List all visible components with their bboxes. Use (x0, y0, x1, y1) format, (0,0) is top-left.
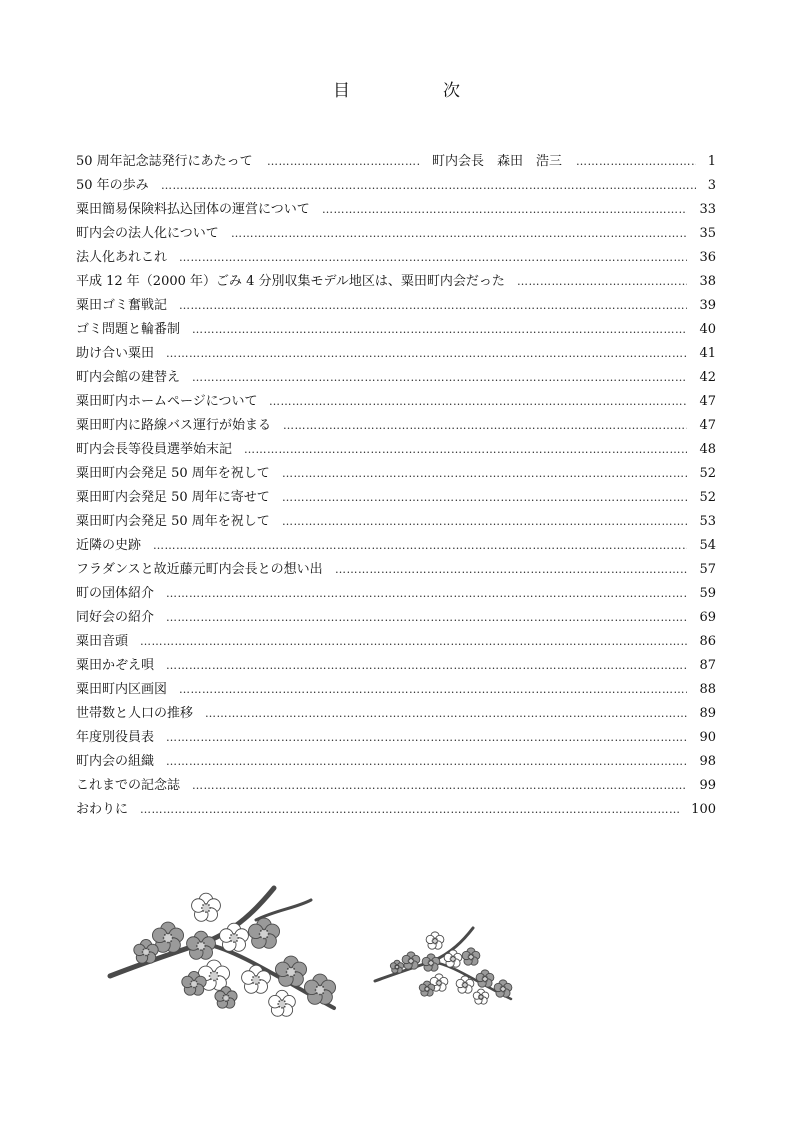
toc-entry (76, 776, 716, 800)
toc-entry-title: 粟田ゴミ奮戦記 (76, 296, 167, 316)
toc-entry-title: 近隣の史跡 (76, 536, 141, 556)
toc-entry-title: おわりに (76, 800, 128, 820)
toc-entry-page: 57 (699, 562, 716, 577)
plum-blossom-flower (390, 960, 403, 973)
toc-entry-title: 粟田音頭 (76, 632, 128, 652)
toc-leader-dots (140, 632, 687, 652)
toc-entry-title: これまでの記念誌 (76, 776, 180, 796)
toc-entry-page: 38 (699, 274, 716, 289)
toc-entry-title: 世帯数と人口の推移 (76, 704, 193, 724)
toc-leader-dots (335, 560, 687, 580)
toc-entry-page: 52 (699, 466, 716, 481)
toc-entry (76, 200, 716, 224)
toc-entry (76, 152, 716, 176)
plum-blossom-flower (134, 939, 158, 963)
toc-entry-page: 53 (699, 514, 716, 529)
toc-entry-page: 89 (699, 706, 716, 721)
plum-blossom-flower (220, 923, 249, 951)
toc-entry (76, 704, 716, 728)
toc-leader-dots (283, 416, 687, 436)
toc-entry-title: 粟田町内ホームページについて (76, 392, 257, 412)
plum-blossom-large-illustration (106, 880, 350, 1022)
toc-entry (76, 272, 716, 296)
toc-entry-page: 1 (707, 154, 716, 169)
toc-entry-page: 33 (699, 202, 716, 217)
plum-blossom-flower (494, 980, 512, 997)
toc-leader-dots (282, 464, 687, 484)
toc-entry-page: 90 (699, 730, 716, 745)
toc-leader-dots (153, 536, 687, 556)
toc-entry-title: 町内会の組織 (76, 752, 154, 772)
plum-blossom-flower (462, 948, 480, 965)
toc-entry-page: 100 (691, 802, 716, 817)
toc-entry-page: 41 (699, 346, 716, 361)
toc-entry-page: 86 (699, 634, 716, 649)
heading-char-right: 次 (443, 81, 460, 101)
toc-leader-dots (166, 752, 687, 772)
heading-char-left: 目 (333, 81, 350, 101)
toc-entry (76, 680, 716, 704)
toc-leader-dots (179, 248, 687, 268)
plum-blossom-flower (269, 990, 296, 1016)
toc-entry-page: 36 (699, 250, 716, 265)
toc-entry-title: 粟田町内会発足 50 周年を祝して (76, 512, 270, 532)
toc-entry-title: 法人化あれこれ (76, 248, 167, 268)
toc-leader-dots (267, 152, 420, 172)
toc-entry-page: 47 (699, 394, 716, 409)
toc-leader-dots (576, 152, 696, 172)
toc-entry (76, 368, 716, 392)
toc-entry (76, 608, 716, 632)
toc-entry-title: 同好会の紹介 (76, 608, 154, 628)
toc-leader-dots (282, 512, 687, 532)
toc-leader-dots (179, 680, 687, 700)
toc-entry (76, 248, 716, 272)
toc-leader-dots (322, 200, 687, 220)
toc-entry (76, 440, 716, 464)
toc-entry-page: 40 (699, 322, 716, 337)
toc-entry-title: 平成 12 年（2000 年）ごみ 4 分別収集モデル地区は、粟田町内会だった (76, 272, 505, 292)
toc-entry (76, 536, 716, 560)
toc-entry (76, 632, 716, 656)
toc-entry-page: 59 (699, 586, 716, 601)
toc-entry-page: 35 (699, 226, 716, 241)
toc-entry-page: 42 (699, 370, 716, 385)
toc-leader-dots (192, 776, 687, 796)
toc-entry-title: フラダンスと故近藤元町内会長との想い出 (76, 560, 323, 580)
toc-entry-page: 48 (699, 442, 716, 457)
toc-entry (76, 224, 716, 248)
toc-entry-title: 粟田町内会発足 50 周年に寄せて (76, 488, 270, 508)
toc-entry-title: 粟田町内会発足 50 周年を祝して (76, 464, 270, 484)
toc-entry (76, 488, 716, 512)
toc-leader-dots (205, 704, 687, 724)
toc-entry (76, 416, 716, 440)
toc-entry-page: 39 (699, 298, 716, 313)
toc-entry-title: 50 周年記念誌発行にあたって (76, 152, 253, 172)
toc-leader-dots (166, 656, 687, 676)
toc-entry-page: 69 (699, 610, 716, 625)
toc-entry (76, 392, 716, 416)
toc-leader-dots (231, 224, 687, 244)
toc-entry-title: 町内会の法人化について (76, 224, 219, 244)
toc-entry-title: ゴミ問題と輪番制 (76, 320, 180, 340)
toc-entry (76, 560, 716, 584)
plum-blossom-flower (248, 918, 279, 948)
toc-entry-page: 87 (699, 658, 716, 673)
plum-blossom-small-illustration (373, 923, 519, 1009)
toc-entry (76, 512, 716, 536)
toc-entry-title: 年度別役員表 (76, 728, 154, 748)
plum-blossom-flower (473, 989, 489, 1004)
toc-entry (76, 344, 716, 368)
toc-list (76, 152, 716, 824)
toc-leader-dots (166, 344, 687, 364)
toc-entry (76, 320, 716, 344)
toc-entry (76, 584, 716, 608)
toc-leader-dots (166, 608, 687, 628)
plum-blossom-flower (187, 931, 216, 959)
toc-entry-page: 54 (699, 538, 716, 553)
toc-entry (76, 800, 716, 824)
toc-entry-author: 町内会長 森田 浩三 (432, 154, 563, 169)
toc-entry-page: 47 (699, 418, 716, 433)
plum-blossom-flower (275, 956, 306, 986)
plum-blossom-flower (304, 974, 335, 1004)
toc-leader-dots (192, 320, 687, 340)
toc-leader-dots (161, 176, 696, 196)
toc-entry-title: 粟田町内区画図 (76, 680, 167, 700)
toc-entry (76, 728, 716, 752)
plum-blossom-flower (402, 952, 420, 969)
toc-leader-dots (244, 440, 687, 460)
plum-blossom-flower (422, 954, 440, 971)
toc-leader-dots (517, 272, 687, 292)
toc-entry (76, 464, 716, 488)
toc-entry (76, 656, 716, 680)
toc-entry-page: 3 (707, 178, 716, 193)
toc-leader-dots (166, 584, 687, 604)
toc-entry-title: 粟田かぞえ唄 (76, 656, 154, 676)
toc-leader-dots (192, 368, 687, 388)
toc-leader-dots (269, 392, 687, 412)
toc-entry-page: 88 (699, 682, 716, 697)
toc-entry-title: 50 年の歩み (76, 176, 149, 196)
toc-entry-page: 98 (699, 754, 716, 769)
toc-leader-dots (282, 488, 687, 508)
toc-entry-title: 助け合い粟田 (76, 344, 154, 364)
plum-blossom-flower (426, 932, 444, 949)
toc-entry (76, 752, 716, 776)
toc-leader-dots (179, 296, 687, 316)
toc-entry-page: 52 (699, 490, 716, 505)
toc-entry-page: 99 (699, 778, 716, 793)
plum-blossom-flower (192, 893, 221, 921)
toc-entry-title: 町の団体紹介 (76, 584, 154, 604)
toc-entry (76, 296, 716, 320)
toc-entry (76, 176, 716, 200)
toc-entry-title: 粟田町内に路線バス運行が始まる (76, 416, 271, 436)
toc-leader-dots (140, 800, 679, 820)
toc-entry-title: 町内会長等役員選挙始末記 (76, 440, 232, 460)
toc-leader-dots (166, 728, 687, 748)
toc-entry-title: 町内会館の建替え (76, 368, 180, 388)
plum-blossom-flower (476, 970, 494, 987)
toc-entry-title: 粟田簡易保険料払込団体の運営について (76, 200, 310, 220)
